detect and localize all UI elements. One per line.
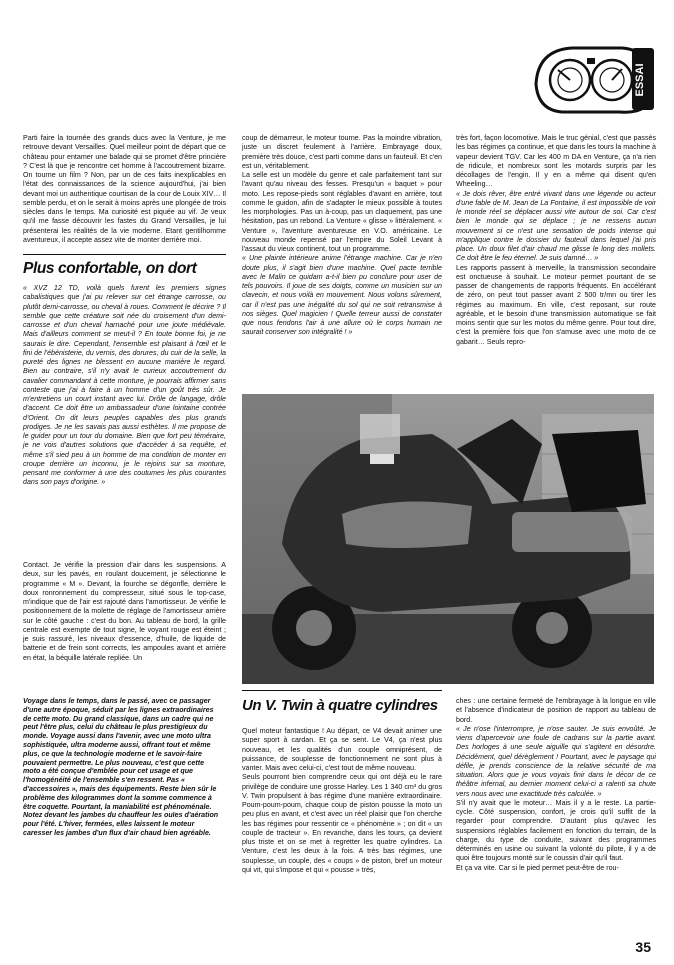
column-1-contact [23,561,226,663]
column-3 [456,134,656,347]
section-heading-2: Un V. Twin à quatre cylindres [242,697,438,714]
col5-paragraph-4: Et ça va vite. Car si le pied permet peut-être de rou- [456,863,619,872]
essai-logo-text: ESSAI [634,63,646,97]
column-2 [242,134,442,338]
col2-paragraph-2: La selle est un modèle du genre et cale parfaitement tant sur l'avant qu'au niveau des fesses. Presqu'un « baquet » pour moto. Les repose-pieds sont réglables d'avant en arrière, tout comme le guidon, afin de s'adapter le mieux possible à toutes les morphologies. Pas un à-coup, pas un claquement, pas une hésitation, pas un rebond. La Venture « glisse » littéralement. « Venture », l'aventure aventureuse en V.O. américaine. Le nouveau monde repensé par l'empire du Soleil Levant à l'assaut du vieux continent, tout un programme. [242,171,442,253]
contact-paragraph: Contact. Je vérifie la pression d'air dans les suspensions. A deux, sur les pavés, en roulant doucement, je sélectionne le programme « M ». Devant, la fourche se dégonfle, derrière le doux ronronnement du compresseur, situé sous le top-case, m'indique que de l'air est rajouté dans l'amortisseur. Je vérifie le positionnement de la molette de réglage de l'amortisseur arrière sur le côté gauche : c'est du bon. Au tableau de bord, la grille centrale est exempte de tout signe, le voyant rouge est éteint ; je suis rassuré, les niveaux d'essence, d'huile, de liquide de batterie et de frein sont corrects, les ampoules avant et arrière en état, la béquille latérale repliée. Un [23,561,226,662]
col3-paragraph-1: très fort, façon locomotive. Mais le truc génial, c'est que passés les bas régimes ça continue, et que dans les tours la machine à vapeur devient TGV. Car les 400 m DA en Venture, ça n'a rien de ridicule, et nombreux sont les motards surpris par les décollages de l'engin. Il y en a même qui disent qu'en Wheeling… [456,134,656,189]
col5-paragraph-3: S'il n'y avait que le moteur… Mais il y a le reste. La partie-cycle. Côté suspension, confort, je crois qu'il suffit de la regarder pour comprendre. D'autant plus qu'avec les suspensions réglables facilement en fonction du terrain, de la charge, du type de conduite, suivant des programmes déterminés en usine ou suivant la volonté du pilote, il y a de quoi être toujours monté sur le coussin d'air qu'il faut. [456,798,656,863]
courtier-narration-3: « Je dois rêver, être entré vivant dans une légende ou acteur d'une fable de M. Jean de La Fontaine, il est impossible de voir le monde réel se déplacer aussi vite autour de soi. Car c'est bien le monde qui se déplace ; je ne ressens aucun mouvement si ce n'est une sensation de poids intense qui m'applique contre le dossier du fauteuil dans lequel j'ai pris place. Un doux filet d'air chaud me glisse le long des mollets. Ce doit être le feu éternel. Je suis damné… » [456,189,656,263]
column-5 [456,697,656,873]
col4-paragraph-1: Quel moteur fantastique ! Au départ, ce V4 devait animer une super sport à cardan. Et ça se sent. Le V4, ça n'est plus nouveau, et les qualités d'un couple omniprésent, de puissance, de souplesse de fonctionnement ne sont plus à vanter. Mais avec celui-ci, c'est tout de même nouveau. [242,727,442,772]
page-number: 35 [635,939,651,955]
column-1-italic [23,284,226,488]
courtier-narration-4: « Je n'ose l'interrompre, je n'ose sauter. Je suis envoûté. Je viens d'apercevoir une foule de cadrans sur la partie avant. Des horloges à une seule aiguille qui s'agitent en désordre. Décidément, quel dérèglement ! Pourtant, avec le paysage qui défile, je prends conscience de la relative sécurité de ma situation. Alors que je vous voyais finir dans le décor de ce théâtre infernal, au dernier moment celui-ci a ralenti sa chute vers nous avec une exactitude très calculée. » [456,724,656,798]
courtier-narration-1: « XVZ 12 TD, voilà quels furent les premiers signes cabalistiques que j'ai pu relever sur cet étrange carrosse, ou plutôt demi-carrosse, ou cheval à roues. Comment le décrire ? Il semble que cette créature soit née du croisement d'un demi-carrosse et d'un cheval harnaché pour une joute médiévale. Mais d'ailleurs comment se meut-il ? En toute bonne foi, je ne saurais le dire. Cependant, l'ensemble est plaisant à l'œil et le fini de l'ébénisterie, du vernis, des dorures, du cuir de la selle, la pureté des lignes ne blessent en aucune manière le regard. Bien au contraire, s'il n'y avait le curieux accoutrement du cavalier commandant à cette monture, je pourrais affirmer sans conteste que j'ai à faire à un homme d'un goût très sûr. Je m'entretiens un court instant avec lui. Drôle de langage, drôle d'accent. Ce doit être un ambassadeur d'une lointaine contrée d'Orient. On dit leurs peuples capables des plus grands prodiges. Je ne les savais pas aussi esthètes. Il me propose de le guider pour un tour du domaine. Bien que fort peu téméraire, je ne vois d'autres solutions que d'accéder à sa requête, et même s'il sied peu à un homme de ma condition de monter en croupe derrière un inconnu, je le rejoins sur sa monture, pensant me conformer à une des coutumes les plus courantes dans son pays d'origine. » [23,284,226,487]
col4-paragraph-2: Seuls pourront bien comprendre ceux qui ont déjà eu le rare privilège de conduire une grosse Harley. Les 1 340 cm³ du gros V. Twin propulsent à bas régime d'une manière extraordinaire. Poum-poum-poum, chaque coup de piston pousse la moto un peu plus en avant, et c'est avec un réel plaisir que l'on cherche les bas régimes pour ressentir ce « phénomène » ; on dit « un couple de tracteur ». En revanche, dans les tours, ça devient plus triste et on se met à regretter les quatre cylindres. La Venture, c'est les deux à la fois. A très bas régimes, une souplesse, un couple, des « coups » de piston, bref un moteur qui vit, qui s'impose et qui « pousse » très, [242,773,442,874]
heading-rule-2 [242,690,442,691]
col2-paragraph-1: coup de démarreur, le moteur tourne. Pas la moindre vibration, juste un discret feulement à l'arrière. Embrayage doux, première très douce, c'est parti comme dans un fauteuil. Et c'en est un, véritablement. [242,134,442,170]
section-heading-1-block [23,254,226,278]
col3-paragraph-3: Les rapports passent à merveille, la transmission secondaire est onctueuse à souhait. Le moteur permet pourtant de se passer de changements de rapports fréquents. En accélérant de zéro, on peut tout passer avant 2 500 tr/mn ou tirer les régimes au maximum. En ville, c'est reposant, sur route agréable, et le besoin d'une transmission automatique se fait moins sentir que sur les motos du même genre. Pour tout dire, c'est la première fois que l'on s'amuse avec une moto de ce gabarit… Seuls repro- [456,263,656,346]
photo-caption: Voyage dans le temps, dans le passé, avec ce passager d'une autre époque, séduit par les lignes extraordinaires de cette moto. Du grand classique, dans un cadre qui ne peut l'être plus, celui du château le plus prestigieux du monde. Voyage aussi dans l'avenir, avec une moto ultra sophistiquée, ultra moderne aussi, offrant tout et même plus, ce que la technologie moderne et le savoir-faire pouvaient permettre. Le plus nouveau, c'est que cette moto a été conçue d'emblée pour cet usage et que l'homogénéité de l'ensemble s'en ressent. Pas « d'accessoires », mais des équipements. Reste bien sûr le problème des kilogrammes dont la somme commence à être coquette. Pourtant, la maniabilité est phénoménale. Notez devant les jambes du chauffeur les ouïes d'aération pour l'été. L'hiver, fermées, elles laissent le moteur caresser les jambes d'un flux d'air chaud bien agréable. [23,697,219,837]
section-heading-1: Plus confortable, on dort [23,260,197,277]
column-4 [242,727,442,875]
heading-rule [23,254,226,255]
intro-paragraph: Parti faire la tournée des grands ducs avec la Venture, je me retrouve devant Versailles. Quel meilleur point de départ que ce château pour entamer une balade qui se promet d'être princière ? C'est là que je rencontre cet homme à l'accoutrement bizarre. On tourne un film ? Non, par un de ces faits inexplicables en l'état des connaissances de la science aujourd'hui, j'ai bien devant moi un authentique courtisan de la cour de Louix XIV… Il semble perdu, et on le serait à moins après une plongée de trois siècles dans le temps. Ma curiosité est piquée au vif. Je veux qu'il me fasse découvrir les fastes du Grand Versailles, je lui présenterai les réalités de la vie moderne. Etant gentilhomme aventureux, il accepte assez vite de monter derrière moi. [23,134,226,244]
column-1 [23,134,226,245]
essai-logo [532,40,660,120]
section-heading-2-block [242,690,442,714]
col5-paragraph-1: ches : une certaine fermeté de l'embrayage à la longue en ville et l'absence d'indicateur de position de rapport au tableau de bord. [456,697,656,724]
courtier-narration-2: « Une plainte intérieure anime l'étrange machine. Car je n'en doute plus, il s'agit bien d'une machine. Quel pacte terrible avec le Malin ce quidam a-t-il bien pu conclure pour user de tels pouvoirs. Il joue de ses doigts, comme un musicien sur un clavecin, et nous voilà en mouvement. Nous volons sûrement, car il n'est pas une inégalité du sol qui ne soit retransmise à nos sièges. Quel magicien ! Quelle terreur aussi de constater que nous fendons l'air à une allure où le corps humain ne saurait conserver son intégralité ! » [242,254,442,337]
motorcycle-photo [242,394,654,684]
